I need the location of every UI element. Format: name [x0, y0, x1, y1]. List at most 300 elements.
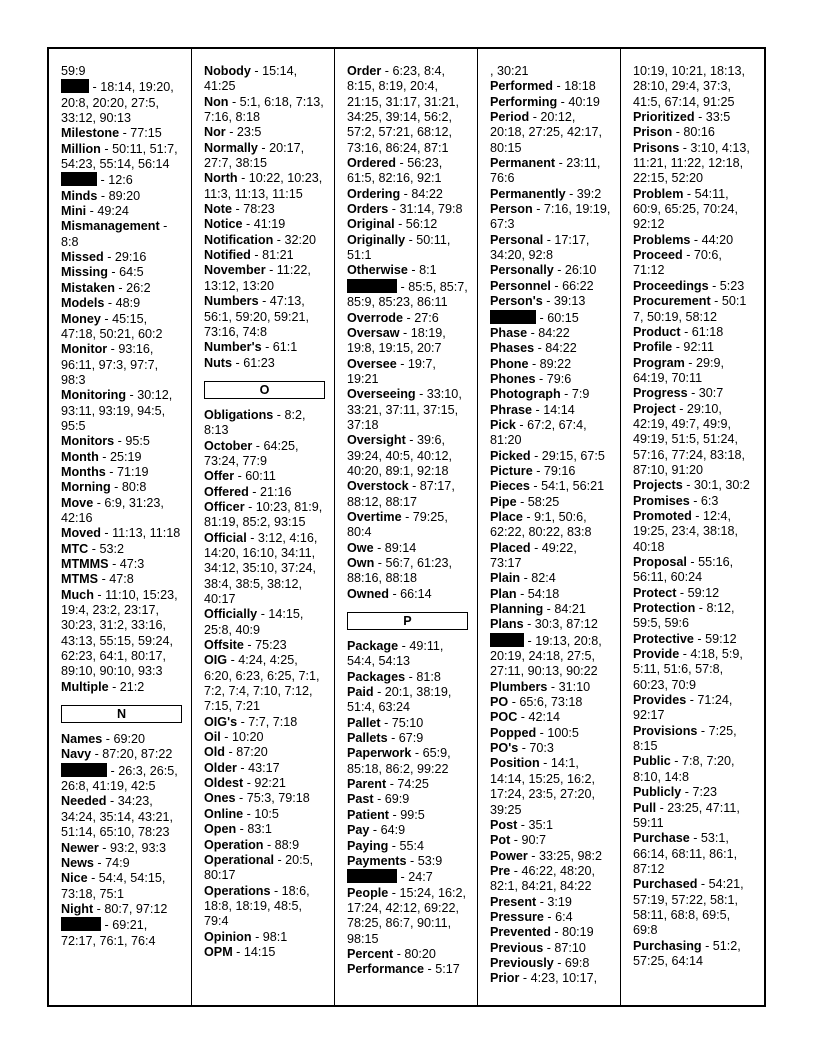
index-term: Ones — [204, 791, 236, 806]
index-entry — [490, 310, 611, 326]
index-entry — [490, 756, 611, 817]
index-term: Program — [633, 355, 685, 370]
page-references: - 50:1 7, 50:19, 58:12 — [633, 294, 747, 324]
page-references: - 47:3 — [108, 557, 145, 571]
index-entry — [204, 469, 325, 484]
index-term: OPM — [204, 944, 233, 959]
index-term: Orders — [347, 202, 389, 217]
index-term: Pipe — [490, 494, 517, 509]
index-entry — [204, 439, 325, 470]
page-references: - 54:1, 56:21 — [529, 479, 605, 494]
page-references: - 35:1 — [517, 817, 553, 832]
page-references: - 66:22 — [550, 278, 594, 293]
index-term: Operational — [204, 852, 274, 867]
index-entry — [347, 792, 468, 807]
index-entry — [633, 187, 755, 233]
index-entry — [347, 854, 468, 869]
index-term: Number's — [204, 340, 262, 355]
index-term: Notification — [204, 232, 274, 247]
index-entry — [490, 479, 611, 494]
index-entry — [490, 925, 611, 940]
index-term: Monitors — [61, 434, 115, 449]
index-term: Plans — [490, 617, 524, 632]
index-term: Older — [204, 760, 237, 775]
index-entry — [490, 79, 611, 94]
index-entry — [204, 202, 325, 217]
page-references: - 30:1, 30:2 — [682, 478, 750, 493]
page-references: - 80:19 — [550, 925, 594, 940]
index-term: Overrode — [347, 310, 403, 325]
index-term: Projects — [633, 478, 683, 493]
index-entry — [61, 450, 182, 465]
page-references: - 14:1, 14:14, 15:25, 16:2, 17:24, 23:5, 27:20, 39:25 — [490, 756, 596, 817]
index-entry — [490, 341, 611, 356]
index-term: Purchase — [633, 831, 690, 846]
page-references: - 39:13 — [542, 294, 586, 309]
page-references: - 56:23, 61:5, 82:16, 92:1 — [347, 156, 443, 186]
index-term: Officially — [204, 607, 258, 622]
index-term: Names — [61, 732, 103, 747]
index-entry — [204, 171, 325, 202]
index-entry — [347, 387, 468, 433]
page-references: - 53:2 — [88, 541, 124, 556]
page-references: - 93:2, 93:3 — [98, 840, 167, 855]
page-references: - 33:10, 33:21, 37:11, 37:15, 37:18 — [347, 387, 462, 432]
page-references: - 29:16 — [103, 250, 147, 265]
index-entry — [61, 281, 182, 296]
page-references: , 30:21 — [490, 64, 529, 78]
page-references: - 51:2, 57:25, 64:14 — [633, 938, 741, 968]
index-entry — [490, 695, 611, 710]
page-references: - 93:16, 96:11, 97:3, 97:7, 98:3 — [61, 342, 159, 387]
index-entry — [204, 500, 325, 531]
page-references: - 5:23 — [708, 278, 745, 293]
page-references: - 29:10, 42:19, 49:7, 49:9, 49:19, 51:5, 51:24, 57:16, 77:24, 83:18, 87:10, 91:20 — [633, 401, 746, 477]
page-references: - 25:19 — [98, 449, 142, 464]
index-entry — [204, 945, 325, 960]
index-term: Pieces — [490, 479, 530, 494]
page-references: - 69:20 — [102, 732, 146, 747]
index-entry — [61, 526, 182, 541]
page-references: - 5:17 — [424, 962, 460, 977]
index-term: Publicly — [633, 785, 682, 800]
index-entry — [61, 480, 182, 495]
page-references: - 65:9, 85:18, 86:2, 99:22 — [347, 746, 451, 776]
page-references: - 33:5 — [694, 110, 731, 125]
index-term: Provide — [633, 647, 680, 662]
index-term: OIG — [204, 653, 228, 668]
index-term: Picked — [490, 448, 531, 463]
page-references: - 92:11 — [672, 340, 714, 355]
index-term: Pot — [490, 833, 511, 848]
index-entry — [490, 464, 611, 479]
index-entry — [61, 126, 182, 141]
index-entry — [633, 248, 755, 279]
index-term: Online — [204, 806, 244, 821]
index-term: Prevented — [490, 925, 551, 940]
page-references: - 49:24 — [86, 204, 129, 219]
index-term: Otherwise — [347, 263, 408, 278]
page-references: - 98:1 — [251, 929, 288, 944]
index-term: Nice — [61, 871, 88, 886]
page-references: - 61:23 — [232, 355, 275, 370]
index-entry — [347, 808, 468, 823]
redaction-bar — [61, 79, 89, 93]
index-term: Progress — [633, 386, 688, 401]
index-entry — [347, 64, 468, 156]
page-references: - 42:14 — [517, 710, 561, 725]
page-references: - 3:12, 4:16, 14:20, 16:10, 34:11, 34:12, 35:10, 37:24, 38:4, 38:5, 38:12, 40:17 — [204, 530, 318, 606]
index-entry — [204, 408, 325, 439]
index-column-1 — [49, 49, 192, 1005]
index-entry — [204, 356, 325, 371]
index-entry — [347, 357, 468, 388]
index-entry — [490, 818, 611, 833]
index-entry — [347, 217, 468, 232]
index-term: Pick — [490, 417, 516, 432]
page-references: - 60:11 — [234, 469, 276, 484]
index-entry — [61, 250, 182, 265]
index-entry — [204, 263, 325, 294]
index-entry — [490, 849, 611, 864]
index-term: Person — [490, 202, 533, 217]
page-references: - 79:25, 80:4 — [347, 509, 448, 540]
index-entry — [633, 601, 755, 632]
index-term: Moved — [61, 526, 101, 541]
index-entry — [490, 187, 611, 202]
page-references: - 7:8, 7:20, 8:10, 14:8 — [633, 754, 735, 784]
index-term: Own — [347, 556, 375, 570]
index-term: Oversight — [347, 433, 406, 448]
page-references: - 14:15 — [232, 944, 276, 959]
page-references: - 81:8 — [405, 669, 441, 684]
index-entry — [490, 357, 611, 372]
page-references: - 54:21, 57:19, 57:22, 58:1, 58:11, 68:8, 69:5, 69:8 — [633, 877, 744, 938]
index-term: Note — [204, 202, 232, 217]
index-term: OIG's — [204, 714, 238, 729]
index-entry — [61, 732, 182, 747]
index-term: Morning — [61, 480, 111, 495]
index-entry — [347, 839, 468, 854]
index-term: Money — [61, 311, 101, 326]
index-entry — [204, 64, 325, 95]
index-entry — [633, 801, 755, 832]
page-references: - 12:4, 19:25, 23:4, 38:18, 40:18 — [633, 508, 739, 554]
page-references: - 30:12, 93:11, 93:19, 94:5, 95:5 — [61, 388, 173, 433]
page-references: - 79:16 — [532, 463, 576, 478]
index-term: Ordering — [347, 186, 401, 201]
index-entry — [204, 485, 325, 500]
index-entry — [633, 877, 755, 938]
index-entry — [204, 95, 325, 126]
index-entry — [61, 189, 182, 204]
index-term: Packages — [347, 669, 406, 684]
page-references: - 31:10 — [547, 679, 591, 694]
page-references: - 18:18 — [553, 79, 596, 94]
index-entry — [490, 895, 611, 910]
index-term: Personal — [490, 232, 544, 247]
index-entry — [490, 956, 611, 971]
index-term: Paid — [347, 685, 374, 700]
page-references: - 11:13, 11:18 — [100, 526, 181, 541]
index-entry — [490, 495, 611, 510]
index-entry — [204, 233, 325, 248]
index-entry — [347, 479, 468, 510]
index-entry — [61, 204, 182, 219]
index-entry — [633, 325, 755, 340]
index-term: Protective — [633, 631, 694, 646]
page-references: - 41:19 — [242, 217, 286, 232]
page-references: - 12:6 — [97, 173, 133, 188]
page-references: - 81:21 — [250, 248, 294, 263]
index-entry — [490, 864, 611, 895]
index-entry — [204, 638, 325, 653]
index-term: Oversee — [347, 356, 397, 371]
index-entry — [61, 496, 182, 527]
index-entry — [204, 125, 325, 140]
page-references: - 89:22 — [528, 356, 572, 371]
index-entry — [633, 724, 755, 755]
index-term: Provides — [633, 693, 687, 708]
page-references: - 7:9 — [560, 387, 590, 402]
page-references: - 84:22 — [527, 325, 570, 340]
page-references: - 71:19 — [105, 464, 149, 479]
page-references: - 40:19 — [557, 94, 600, 109]
index-term: Popped — [490, 725, 537, 740]
page-references: - 5:1, 6:18, 7:13, 7:16, 8:18 — [204, 94, 324, 125]
page-references: - 8:2, 8:13 — [204, 407, 306, 438]
page-references: - 45:15, 47:18, 50:21, 60:2 — [61, 311, 163, 341]
index-entry — [61, 572, 182, 587]
index-entry — [347, 947, 468, 962]
index-entry — [61, 871, 182, 902]
index-term: Problems — [633, 232, 691, 247]
index-term: Originally — [347, 232, 406, 247]
index-term: Previously — [490, 955, 554, 970]
page-references: - 87:20, 87:22 — [91, 747, 173, 762]
index-term: PO's — [490, 741, 519, 756]
page-references: - 67:9 — [387, 731, 424, 746]
index-entry — [490, 95, 611, 110]
index-entry — [490, 571, 611, 586]
page-references: - 65:6, 73:18 — [508, 695, 583, 710]
index-column-4 — [478, 49, 621, 1005]
index-entry — [633, 356, 755, 387]
index-term: Package — [347, 639, 399, 654]
page-references: - 39:2 — [565, 186, 602, 201]
index-term: Non — [204, 94, 229, 109]
redaction-bar — [347, 279, 397, 293]
page-references: - 66:14 — [388, 586, 432, 601]
index-entry — [61, 79, 182, 126]
page-references: - 8:8 — [61, 219, 168, 249]
index-term: Phrase — [490, 402, 533, 417]
page-references: - 95:5 — [114, 434, 150, 449]
index-term: MTMS — [61, 572, 99, 587]
page-references: - 24:7 — [397, 870, 433, 885]
index-column-3 — [335, 49, 478, 1005]
index-entry — [347, 556, 468, 587]
index-term: Owe — [347, 540, 374, 555]
page-references: - 78:23 — [232, 202, 275, 217]
page-references: - 69:9 — [373, 792, 410, 807]
index-entry — [633, 125, 755, 140]
index-entry — [204, 248, 325, 263]
page-references: - 49:22, 73:17 — [490, 540, 577, 570]
index-entry — [490, 833, 611, 848]
index-term: Promises — [633, 493, 690, 508]
index-entry — [204, 853, 325, 884]
index-term: Pull — [633, 800, 657, 815]
page-references: - 46:22, 48:20, 82:1, 84:21, 84:22 — [490, 863, 596, 894]
index-entry — [490, 64, 611, 79]
index-term: Order — [347, 64, 382, 78]
index-term: Protect — [633, 585, 677, 600]
index-entry — [204, 791, 325, 806]
index-entry — [633, 233, 755, 248]
index-entry — [633, 294, 755, 325]
page-references: - 19:7, 19:21 — [347, 356, 436, 386]
page-references: - 19:13, 20:8, 20:19, 24:18, 27:5, 27:11, 90:13, 90:22 — [490, 633, 602, 679]
index-entry — [490, 279, 611, 294]
page-references: - 8:1 — [407, 263, 437, 278]
index-term: Owned — [347, 586, 389, 601]
index-term: PO — [490, 695, 509, 710]
page-references: - 34:23, 34:24, 35:14, 43:21, 51:14, 65:10, 78:23 — [61, 794, 174, 840]
index-entry — [204, 607, 325, 638]
index-entry — [633, 64, 755, 110]
index-term: Official — [204, 530, 247, 545]
index-term: Personally — [490, 263, 554, 278]
index-term: Operations — [204, 883, 271, 898]
page-references: - 88:9 — [263, 837, 300, 852]
index-entry — [490, 418, 611, 449]
index-term: Paying — [347, 838, 389, 853]
index-entry — [347, 746, 468, 777]
page-references: - 89:14 — [373, 540, 417, 555]
index-entry — [490, 941, 611, 956]
index-term: Prioritized — [633, 110, 695, 125]
index-term: Monitor — [61, 342, 108, 357]
index-term: Prior — [490, 971, 520, 986]
index-entry — [204, 715, 325, 730]
index-entry — [347, 962, 468, 977]
section-letter-header: O — [204, 381, 325, 399]
index-term: Officer — [204, 499, 245, 514]
page-references: - 7:7, 7:18 — [237, 714, 298, 729]
index-entry — [490, 741, 611, 756]
index-entry — [490, 602, 611, 617]
index-entry — [61, 219, 182, 250]
index-entry — [347, 433, 468, 479]
index-entry — [61, 64, 182, 79]
index-term: Photograph — [490, 387, 561, 402]
index-entry — [633, 509, 755, 555]
page-references: - 80:8 — [110, 480, 147, 495]
page-references: - 50:11, 51:7, 54:23, 55:14, 56:14 — [61, 141, 178, 172]
index-entry — [204, 761, 325, 776]
index-entry — [347, 156, 468, 187]
index-entry — [490, 541, 611, 572]
index-term: Mistaken — [61, 280, 115, 295]
page-references: - 47:8 — [98, 572, 134, 587]
page-references: - 77:15 — [119, 126, 162, 141]
index-term: Old — [204, 745, 225, 760]
index-term: Performance — [347, 962, 424, 977]
index-entry — [347, 587, 468, 602]
page-references: - 10:22, 10:23, 11:3, 11:13, 11:15 — [204, 171, 323, 201]
index-entry — [61, 342, 182, 388]
page-references: - 33:25, 98:2 — [527, 848, 603, 863]
page-references: - 6:23, 8:4, 8:15, 8:19, 20:4, 21:15, 31:17, 31:21, 34:25, 39:14, 56:2, 57:2, 57:21, 68:12, 73:16, 86:24, 87:1 — [347, 64, 460, 155]
page-references: - 50:11, 51:1 — [347, 232, 451, 263]
index-term: Project — [633, 401, 676, 416]
index-entry — [61, 265, 182, 280]
index-term: Proceed — [633, 248, 683, 263]
page-references: 59:9 — [61, 64, 86, 78]
page-references: - 17:17, 34:20, 92:8 — [490, 232, 590, 263]
page-references: - 23:5 — [225, 125, 262, 140]
page-references: - 47:13, 56:1, 59:20, 59:21, 73:16, 74:8 — [204, 294, 310, 339]
index-term: Overtime — [347, 509, 402, 524]
index-term: Permanent — [490, 156, 556, 171]
index-term: Permanently — [490, 186, 566, 201]
index-entry — [347, 670, 468, 685]
index-entry — [61, 680, 182, 695]
index-entry — [347, 326, 468, 357]
index-entry — [347, 279, 468, 311]
page-references: - 54:4, 54:15, 73:18, 75:1 — [61, 871, 166, 901]
page-references: - 48:9 — [104, 296, 141, 311]
index-entry — [347, 510, 468, 541]
page-references: - 20:1, 38:19, 51:4, 63:24 — [347, 685, 452, 715]
index-entry — [204, 930, 325, 945]
page-references: - 20:17, 27:7, 38:15 — [204, 140, 305, 171]
index-entry — [61, 542, 182, 557]
page-references: - 84:22 — [534, 341, 577, 356]
redaction-bar — [61, 172, 97, 186]
index-entry — [633, 494, 755, 509]
index-term: Past — [347, 792, 374, 807]
index-term: Power — [490, 848, 528, 863]
index-term: Milestone — [61, 126, 120, 141]
index-term: Position — [490, 756, 540, 771]
index-entry — [633, 555, 755, 586]
page-references: - 49:11, 54:4, 54:13 — [347, 639, 444, 669]
page-references: - 15:24, 16:2, 17:24, 42:12, 69:22, 78:25, 86:7, 90:11, 98:15 — [347, 885, 467, 946]
index-term: Missing — [61, 265, 108, 280]
page-references: - 75:3, 79:18 — [235, 791, 310, 806]
index-term: POC — [490, 710, 518, 725]
index-entry — [204, 340, 325, 355]
index-entry — [490, 372, 611, 387]
index-term: Percent — [347, 946, 394, 961]
index-entry — [633, 402, 755, 479]
page-references: - 100:5 — [536, 725, 579, 740]
index-term: Prison — [633, 125, 673, 140]
page-references: - 54:11, 60:9, 65:25, 70:24, 92:12 — [633, 186, 739, 232]
page-references: - 4:18, 5:9, 5:11, 51:6, 57:8, 60:23, 70:9 — [633, 647, 743, 692]
index-entry — [490, 633, 611, 680]
index-term: Notice — [204, 217, 243, 232]
index-term: Phone — [490, 356, 529, 371]
page-references: - 26:3, 26:5, 26:8, 41:19, 42:5 — [61, 763, 178, 794]
index-term: Original — [347, 217, 395, 232]
page-references: 10:19, 10:21, 18:13, 28:10, 29:4, 37:3, 41:5, 67:14, 91:25 — [633, 64, 746, 109]
page-references: - 69:21, 72:17, 76:1, 76:4 — [61, 918, 156, 948]
page-references: - 74:25 — [386, 777, 429, 792]
index-term: Offer — [204, 469, 235, 484]
